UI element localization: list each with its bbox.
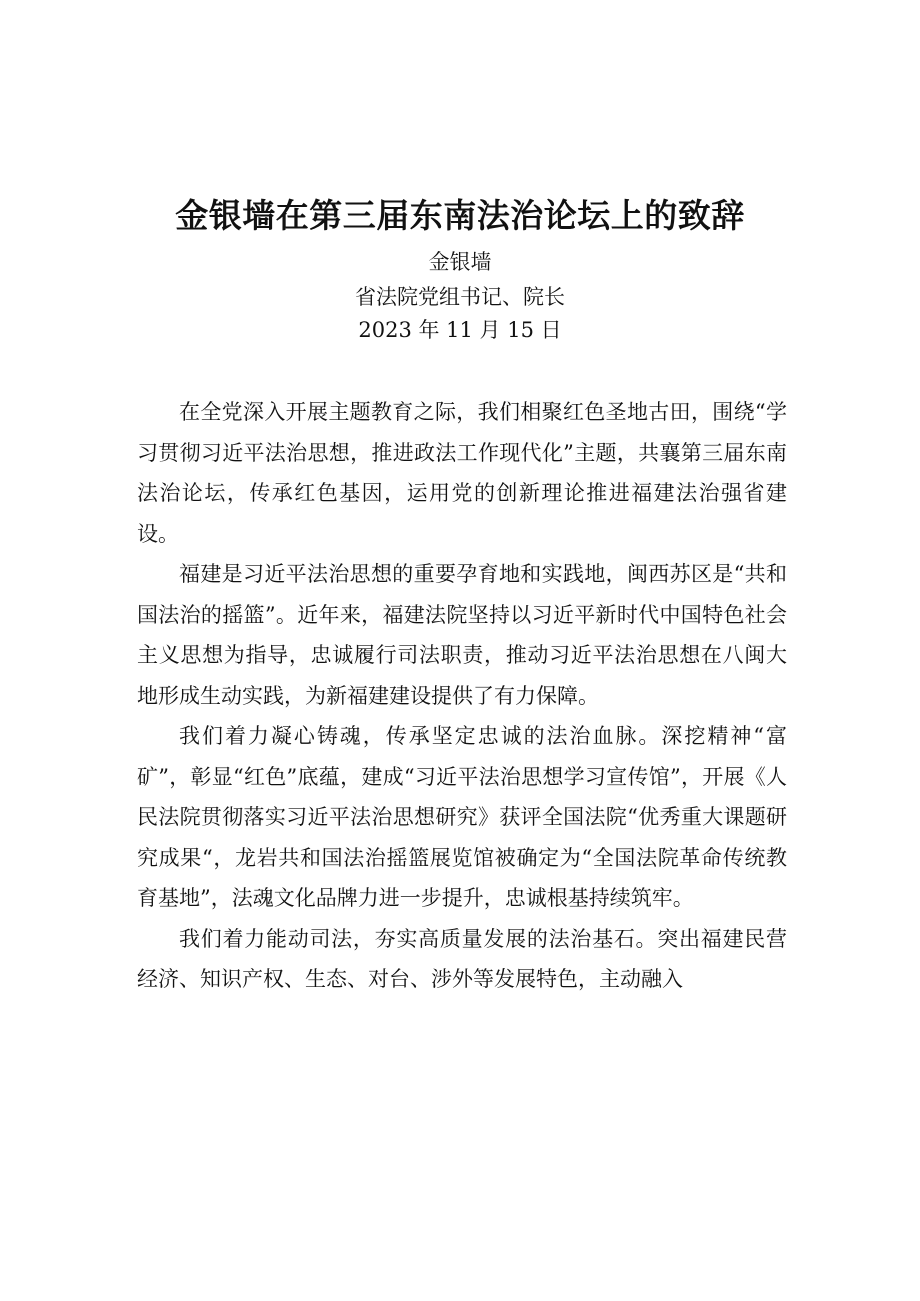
document-title: 金银墙在第三届东南法治论坛上的致辞: [175, 196, 745, 235]
author-name: 金银墙: [428, 250, 492, 274]
document-body: [137, 392, 787, 1000]
paragraph-2: 福建是习近平法治思想的重要孕育地和实践地，闽西苏区是“共和国法治的摇篮”。近年来，福建法院坚持以习近平新时代中国特色社会主义思想为指导，忠诚履行司法职责，推动习近平法治思想在八闽大地形成生动实践，为新福建建设提供了有力保障。: [137, 562, 787, 708]
author-position: 省法院党组书记、院长: [355, 285, 565, 309]
paragraph-4: 我们着力能动司法，夯实高质量发展的法治基石。突出福建民营经济、知识产权、生态、对台、涉外等发展特色，主动融入: [137, 926, 787, 991]
speech-date: 2023 年 11 月 15 日: [358, 318, 562, 342]
paragraph-1: 在全党深入开展主题教育之际，我们相聚红色圣地古田，围绕“学习贯彻习近平法治思想，推进政法工作现代化”主题，共襄第三届东南法治论坛，传承红色基因，运用党的创新理论推进福建法治强省建设。: [137, 400, 787, 546]
paragraph-3: 我们着力凝心铸魂，传承坚定忠诚的法治血脉。深挖精神“富矿”，彰显“红色”底蕴，建成“习近平法治思想学习宣传馆”，开展《人民法院贯彻落实习近平法治思想研究》获评全国法院“优秀重大课题研究成果“，龙岩共和国法治摇篮展览馆被确定为“全国法院革命传统教育基地”，法魂文化品牌力进一步提升，忠诚根基持续筑牢。: [137, 724, 787, 910]
